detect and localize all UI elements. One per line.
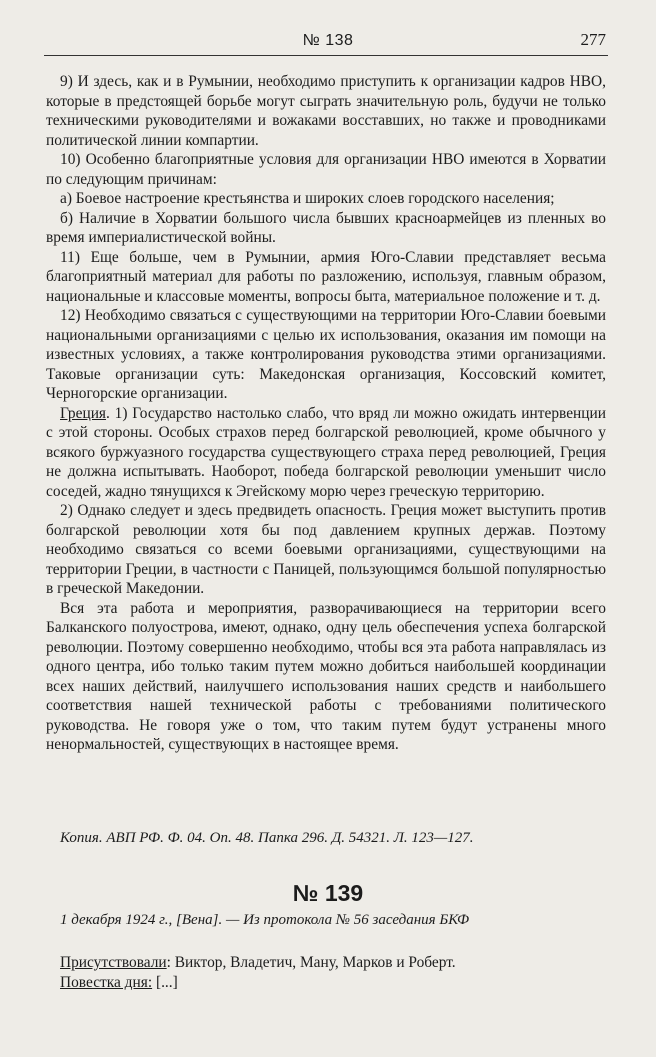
paragraph-10a: а) Боевое настроение крестьянства и широких слоев городского населения; — [60, 190, 555, 207]
header-rule — [44, 55, 608, 56]
next-document-number: № 139 — [292, 880, 364, 906]
running-head-document-number: № 138 — [302, 32, 354, 49]
page-number: 277 — [580, 30, 606, 49]
greece-heading: Греция — [60, 404, 107, 422]
agenda-text: [...] — [152, 974, 178, 991]
next-document-date: 1 декабря 1924 г., [Вена]. — [60, 912, 223, 928]
greece-1-text: . 1) Государство настолько слабо, что вряд ли можно ожидать интервенции с этой стороны. Особых страхов перед болгарской революцией, кроме обычного у всякого буржуазного государства существующего страха перед революцией, Греция не должна испытывать. Наоборот, победа болгарской революции уменьшит число соседей, жадно тянущихся к Эгейскому морю через греческую территорию. — [46, 404, 606, 500]
paragraph-11: 11) Еще больше, чем в Румынии, армия Юго-Славии представляет весьма благоприятный материал для работы по разложению, используя, главным образом, национальные и классовые моменты, вопросы быта, материальное положение и т. д. — [46, 248, 606, 305]
paragraph-10b: б) Наличие в Хорватии большого числа бывших красноармейцев из пленных во время империалистической войны. — [46, 209, 606, 246]
paragraph-12: 12) Необходимо связаться с существующими на территории Юго-Славии боевыми национальными организациями с целью их использования, оказания им помощи на известных условиях, а также контролирования руководства этими организациями. Таковые организации суть: Македонская организация, Коссовский комитет, Черногорские организации. — [46, 307, 606, 402]
next-document-attendance — [46, 953, 606, 993]
agenda-label: Повестка дня: — [60, 974, 153, 991]
next-document-title: — Из протокола № 56 заседания БКФ — [222, 912, 470, 928]
next-document-header — [46, 912, 606, 929]
archive-citation: Копия. АВП РФ. Ф. 04. Оп. 48. Папка 296. Д. 54321. Л. 123—127. — [60, 830, 474, 846]
body-text — [46, 72, 606, 755]
paragraph-9: 9) И здесь, как и в Румынии, необходимо приступить к организации кадров НВО, которые в предстоящей борьбе могут сыграть значительную роль, будучи не только техническими руководителями и вожаками восставших, но также и проводниками политической линии компартии. — [46, 73, 606, 149]
paragraph-greece-1 — [46, 404, 606, 502]
agenda-line — [46, 973, 606, 993]
running-head — [0, 28, 656, 58]
paragraph-10: 10) Особенно благоприятные условия для организации НВО имеются в Хорватии по следующим причинам: — [46, 151, 606, 188]
attendance-label: Присутствовали — [60, 954, 167, 971]
attendance-text: : Виктор, Владетич, Ману, Марков и Роберт. — [166, 954, 456, 971]
paragraph-greece-2: 2) Однако следует и здесь предвидеть опасность. Греция может выступить против болгарской революции хотя бы под давлением крупных держав. Поэтому необходимо связаться со всеми боевыми организациями, существующими на территории Греции, в частности с Паницей, пользующимся большой популярностью в греческой Македонии. — [46, 502, 606, 597]
attendance-line — [46, 953, 606, 973]
paragraph-conclusion: Вся эта работа и мероприятия, разворачивающиеся на территории всего Балканского полуострова, имеют, однако, одну цель обеспечения успеха болгарской революции. Поэтому совершенно необходимо, чтобы вся эта работа направлялась из одного центра, ибо только таким путем можно добиться наибольшей координации всех наших действий, наилучшего использования наших средств и наибольшего соответствия нашей технической работы с требованиями политического руководства. Не говоря уже о том, что таким путем будут устранены много ненормальностей, существующих в настоящее время. — [46, 599, 606, 753]
